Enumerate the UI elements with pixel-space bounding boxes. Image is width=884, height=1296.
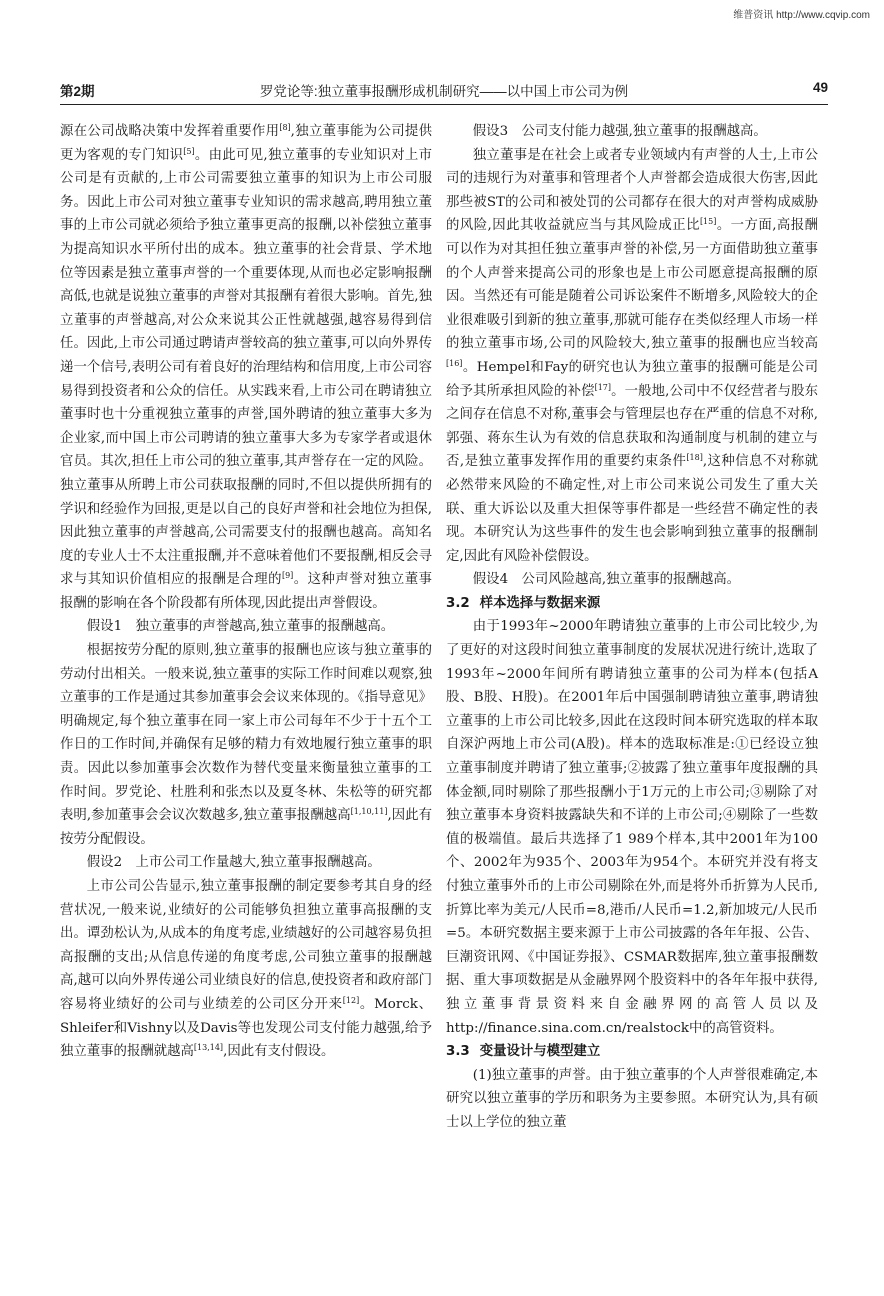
citation: [17]: [594, 382, 612, 392]
paragraph: (1)独立董事的声誉。由于独立董事的个人声誉很难确定,本研究以独立董事的学历和职务为主要参照。本研究认为,具有硕士以上学位的独立董: [446, 1067, 818, 1130]
citation: [15]: [699, 217, 717, 227]
section-heading-3-2: 3.2 样本选择与数据来源: [446, 595, 601, 611]
hypothesis-4: 假设4 公司风险越高,独立董事的报酬越高。: [472, 572, 740, 588]
hypothesis-1: 假设1 独立董事的声誉越高,独立董事的报酬越高。: [86, 619, 395, 635]
citation: [12]: [342, 995, 360, 1005]
paragraph: 由于1993年~2000年聘请独立董事的上市公司比较少,为了更好的对这段时间独立董事制度的发展状况进行统计,选取了1993年~2000年间所有聘请独立董事的公司为样本(包括A股、B股、H股)。在2001年后中国强制聘请独立董事,聘请独立董事的上市公司比较多,因此在这段时间本研究选取的样本取自深沪两地上市公司(A股)。样本的选取标准是:①已经设立独立董事制度并聘请了独立董事;②披露了独立董事年度报酬的具体金额,同时剔除了那些报酬小于1万元的上市公司;③剔除了对独立董事本身资料披露缺失和不详的上市公司;④剔除了一些数值的极端值。最后共选择了1 989个样本,其中2001年为100个、2002年为935个、2003年为954个。本研究并没有将支付独立董事外币的上市公司剔除在外,而是将外币折算为人民币,折算比率为美元/人民币=8,港币/人民币=1.2,新加坡元/人民币=5。本研究数据主要来源于上市公司披露的各年年报、公告、巨潮资讯网、《中国证券报》、CSMAR数据库,独立董事报酬数据、重大事项数据是从金融界网个股资料中的各年年报中获得,独立董事背景资料来自金融界网的高管人员以及http://finance.sina.com.cn/realstock中的高管资料。: [446, 619, 818, 1036]
page-number: 49: [812, 80, 828, 95]
hypothesis-3: 假设3 公司支付能力越强,独立董事的报酬越高。: [472, 124, 767, 139]
citation: [13,14]: [193, 1043, 224, 1053]
running-header: [60, 80, 828, 102]
paragraph: 根据按劳分配的原则,独立董事的报酬也应该与独立董事的劳动付出相关。一般来说,独立董事的实际工作时间难以观察,独立董事的工作是通过其参加董事会会议来体现的。《指导意见》明确规定,每个独立董事在同一家上市公司每年不少于十五个工作日的工作时间,并确保有足够的精力有效地履行独立董事的职责。因此以参加董事会次数作为替代变量来衡量独立董事的工作时间。罗党论、杜胜利和张杰以及夏冬林、朱松等的研究都表明,参加董事会会议次数越多,独立董事报酬越高[1,10,11],因此有按劳分配假设。: [60, 643, 432, 847]
paragraph: 上市公司公告显示,独立董事报酬的制定要参考其自身的经营状况,一般来说,业绩好的公司能够负担独立董事高报酬的支出。谭劲松认为,从成本的角度考虑,业绩越好的公司越容易负担高报酬的支出;从信息传递的角度考虑,公司独立董事的报酬越高,越可以向外界传递公司业绩良好的信息,使投资者和政府部门容易将业绩好的公司与业绩差的公司区分开来[12]。Morck、Shleifer和Vishny以及Davis等也发现公司支付能力越强,给予独立董事的报酬就越高[13,14],因此有支付假设。: [60, 879, 432, 1060]
citation: [9]: [281, 571, 294, 581]
citation: [18]: [686, 453, 703, 463]
running-title: 罗党论等:独立董事报酬形成机制研究——以中国上市公司为例: [259, 84, 629, 99]
citation: [5]: [183, 146, 195, 156]
watermark: 维普资讯 http://www.cqvip.com: [733, 10, 870, 21]
citation: [1,10,11]: [350, 807, 388, 817]
section-heading-3-3: 3.3 变量设计与模型建立: [446, 1044, 601, 1060]
paragraph: 源在公司战略决策中发挥着重要作用[8],独立董事能为公司提供更为客观的专门知识[5]。由此可见,独立董事的专业知识对上市公司是有贡献的,上市公司需要独立董事的知识为上市公司服务。因此上市公司对独立董事专业知识的需求越高,聘用独立董事的上市公司就必须给予独立董事更高的报酬,以补偿独立董事为提高知识水平所付出的成本。独立董事的社会背景、学术地位等因素是独立董事声誉的一个重要体现,从而也必定影响报酬高低,也就是说独立董事的声誉对其报酬有着很大影响。首先,独立董事的声誉越高,对公众来说其公正性就越强,越容易得到信任。因此,上市公司通过聘请声誉较高的独立董事,可以向外界传递一个信号,表明公司有着良好的治理结构和信用度,上市公司容易得到投资者和公众的信任。从实践来看,上市公司在聘请独立董事时也十分重视独立董事的声誉,国外聘请的独立董事大多为企业家,而中国上市公司聘请的独立董事大多为专家学者或退休官员。其次,担任上市公司的独立董事,其声誉存在一定的风险。独立董事从所聘上市公司获取报酬的同时,不但以提供所拥有的学识和经验作为回报,更是以自己的良好声誉和社会地位为担保,因此独立董事的声誉越高,公司需要支付的报酬也越高。高知名度的专业人士不太注重报酬,并不意味着他们不要报酬,相反会寻求与其知识价值相应的报酬是合理的[9]。这种声誉对独立董事报酬的影响在各个阶段都有所体现,因此提出声誉假设。: [60, 123, 433, 611]
issue-number: 第2期: [60, 84, 95, 99]
hypothesis-2: 假设2 上市公司工作量越大,独立董事报酬越高。: [86, 855, 381, 871]
left-column: [60, 120, 432, 1064]
header-rule: [60, 104, 828, 105]
right-column: [446, 120, 818, 1135]
paragraph: 独立董事是在社会上或者专业领域内有声誉的人士,上市公司的违规行为对董事和管理者个人声誉都会造成很大伤害,因此那些被ST的公司和被处罚的公司都存在很大的对声誉构成威胁的风险,因此其收益就应当与其风险成正比[15]。一方面,高报酬可以作为对其担任独立董事声誉的补偿,另一方面借助独立董事的个人声誉来提高公司的形象也是上市公司愿意提高报酬的原因。当然还有可能是随着公司诉讼案件不断增多,风险较大的企业很难吸引到新的独立董事,那就可能存在类似经理人市场一样的独立董事市场,公司的风险较大,独立董事的报酬也应当较高[16]。Hempel和Fay的研究也认为独立董事的报酬可能是公司给予其所承担风险的补偿[17]。一般地,公司中不仅经营者与股东之间存在信息不对称,董事会与管理层也存在严重的信息不对称,郭强、蒋东生认为有效的信息获取和沟通制度与机制的建立与否,是独立董事发挥作用的重要约束条件[18],这种信息不对称就必然带来风险的不确定性,对上市公司来说公司发生了重大关联、重大诉讼以及重大担保等事件都是一些经营不确定性的表现。本研究认为这些事件的发生也会影响到独立董事的报酬制定,因此有风险补偿假设。: [446, 147, 819, 564]
citation: [16]: [446, 358, 463, 368]
citation: [8]: [279, 123, 291, 132]
